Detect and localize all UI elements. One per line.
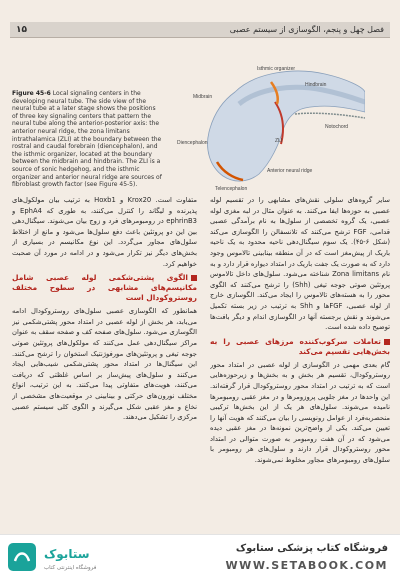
neural-tube-figure [175, 52, 365, 192]
logo-mark-icon [8, 543, 36, 571]
page-header [10, 22, 390, 38]
store-url-link[interactable]: WWW.SETABOOK.COM [225, 559, 388, 572]
right-column [210, 195, 390, 525]
left-column [12, 195, 197, 525]
caption-title: Figure 45-6 [12, 90, 51, 97]
left-paragraph-1: متفاوت است. Krox20 و Hoxb1 به ترتیب بیان مولکول‌های پذیرنده و لیگاند را کنترل می‌کنند، به طوری که EphA4 و ephrinB3 در رومبومرهای فرد و زوج بیان می‌شوند. سیگنال‌دهی بین این دو پروتئین باعث دفع سلول‌ها می‌شود و مانع از اختلاط سلول‌های مجاور می‌گردد. این نوع مکانیسم در بسیاری از بخش‌های دیگر نیز تکرار می‌شود و در ادامه در مورد آن صحبت خواهیم کرد. [12, 196, 197, 268]
chapter-title: فصل چهل و پنجم، الگوسازی از سیستم عصبی [229, 25, 384, 34]
right-paragraph-1: سایر گروه‌های سلولی نقش‌های مشابهی را در تقسیم لوله عصبی به حوزه‌ها ایفا می‌کنند. به عنوان مثال در لبه مغزی لوله عصبی، یک گروه تخصصی از سلول‌ها به نام برآمدگی عصبی قدامی، FGF ترشح می‌کنند که تلانسفالن را الگوسازی می‌کند (شکل ۶-۴۵). یک سوم سیگنال‌دهی ناحیه محدود به یک ناحیه باریک از پیش‌مغز است که در آن منطقه بینابینی تالاموس وجود دارد که به صورت یک جفت باریک در امتداد دیواره قرار دارد و به نام Zona limitans شناخته می‌شود. سلول‌های داخل تالاموس پروتئین صوتی جوجه تیغی (Shh) را ترشح می‌کنند که الگوی محور را به هسته‌های تالاموس را ایجاد می‌کند. الگوسازی خارج از لوله عصبی، FGFها و Shh به ترتیب در زیر بسته تکمیل می‌شوند و نقش برجسته آنها در الگوسازی اندام و دیگر بافت‌ها توضیح داده شده است. [210, 196, 390, 332]
logo-subtext: فروشگاه اینترنتی کتاب [44, 565, 97, 571]
setabook-logo[interactable] [8, 541, 118, 573]
right-section-title: تعاملات سرکوب‌کننده مرزهای عصبی را به بخش‌هایی تقسیم می‌کند [210, 336, 390, 356]
left-section-title: الگوی پشتی‌شکمی لوله عصبی شامل مکانیسم‌های مشابهی در سطوح مختلف روستروکودال است [12, 273, 197, 303]
label-telencephalon: Telencephalon [215, 186, 248, 192]
store-title: فروشگاه کتاب پزشکی ستابوک [235, 543, 388, 554]
logo-text: ستابوک [44, 547, 90, 561]
section-bullet-icon [384, 339, 390, 345]
label-hindbrain: Hindbrain [305, 82, 327, 88]
notochord-line [295, 113, 365, 118]
figure-caption [12, 90, 162, 189]
label-diencephalon: Diencephalon [177, 140, 208, 146]
label-zli: ZLI [275, 138, 283, 144]
store-footer [0, 534, 400, 579]
label-midbrain: Midbrain [193, 94, 213, 100]
label-anr: Anterior neural ridge [267, 168, 313, 174]
page-number: ۱۵ [16, 24, 27, 35]
label-isthmic: Isthmic organizer [257, 66, 296, 72]
section-bullet-icon [191, 275, 197, 281]
label-notochord: Notochord [325, 124, 349, 130]
right-paragraph-2: گام بعدی مهمی در الگوسازی از لوله عصبی در امتداد محور روستروکودال، تقسیم هر بخش و به بخش‌ها و زیرحوزه‌هایی است که به ترتیب در امتداد محور روستروکودال قرار گرفته‌اند. این واحدها در مغز جلویی پروزومرها و در مغز عقبی رومبومرها نامیده می‌شوند. سلول‌های هر یک از این بخش‌ها ترکیبی منحصربه‌فرد از عوامل رونویسی را بیان می‌کنند که هویت آنها را تعیین می‌کند. یکی از واضح‌ترین نمونه‌ها در مغز عقبی دیده می‌شود که در آن هفت رومبومر به صورت متوالی در امتداد محور روستروکودال قرار دارند و سلول‌های هر رومبومر با سلول‌های رومبومرهای مجاور مخلوط نمی‌شوند. [210, 360, 390, 465]
caption-body: Local signaling centers in the developing neural tube. The side view of the neural tube at a later stage shows the positions of three key signaling centers that pattern the neural tube along the anterior-posterior axis: the anterior neural ridge, the zona limitans intrathalamica (ZLI) at the boundary between the rostral and caudal forebrain (diencephalon), and the isthmic organizer, located at the boundary between the midbrain and hindbrain. The ZLI is a source of sonic hedgehog, and the isthmic organizer and anterior neural ridge are sources of fibroblast growth factor (see Figure 45-5). [12, 90, 162, 189]
left-paragraph-2: همانطور که الگوسازی عصبی سلول‌های روستروکودال ادامه می‌یابد، هر بخش از لوله عصبی در امتداد محور پشتی‌شکمی نیز الگوسازی می‌شود. سلول‌های صفحه کف و صفحه سقف به عنوان مراکز سیگنال‌دهی عمل می‌کنند که مولکول‌های پروتئین صوتی جوجه تیغی و پروتئین‌های مورفوژنتیک استخوان را ترشح می‌کنند. این سیگنال‌ها در امتداد محور پشتی‌شکمی شیب‌هایی ایجاد می‌کنند و سلول‌های پیش‌ساز بر اساس غلظتی که دریافت می‌کنند، هویت‌های متفاوتی پیدا می‌کنند. به این ترتیب، انواع مختلف نورون‌های حرکتی و بینابینی در موقعیت‌های مشخصی از نخاع و مغز عقبی شکل می‌گیرند و الگوی کلی سیستم عصبی مرکزی را تشکیل می‌دهند. [12, 307, 197, 422]
right-section-heading [210, 337, 390, 357]
left-section-heading [12, 273, 197, 303]
